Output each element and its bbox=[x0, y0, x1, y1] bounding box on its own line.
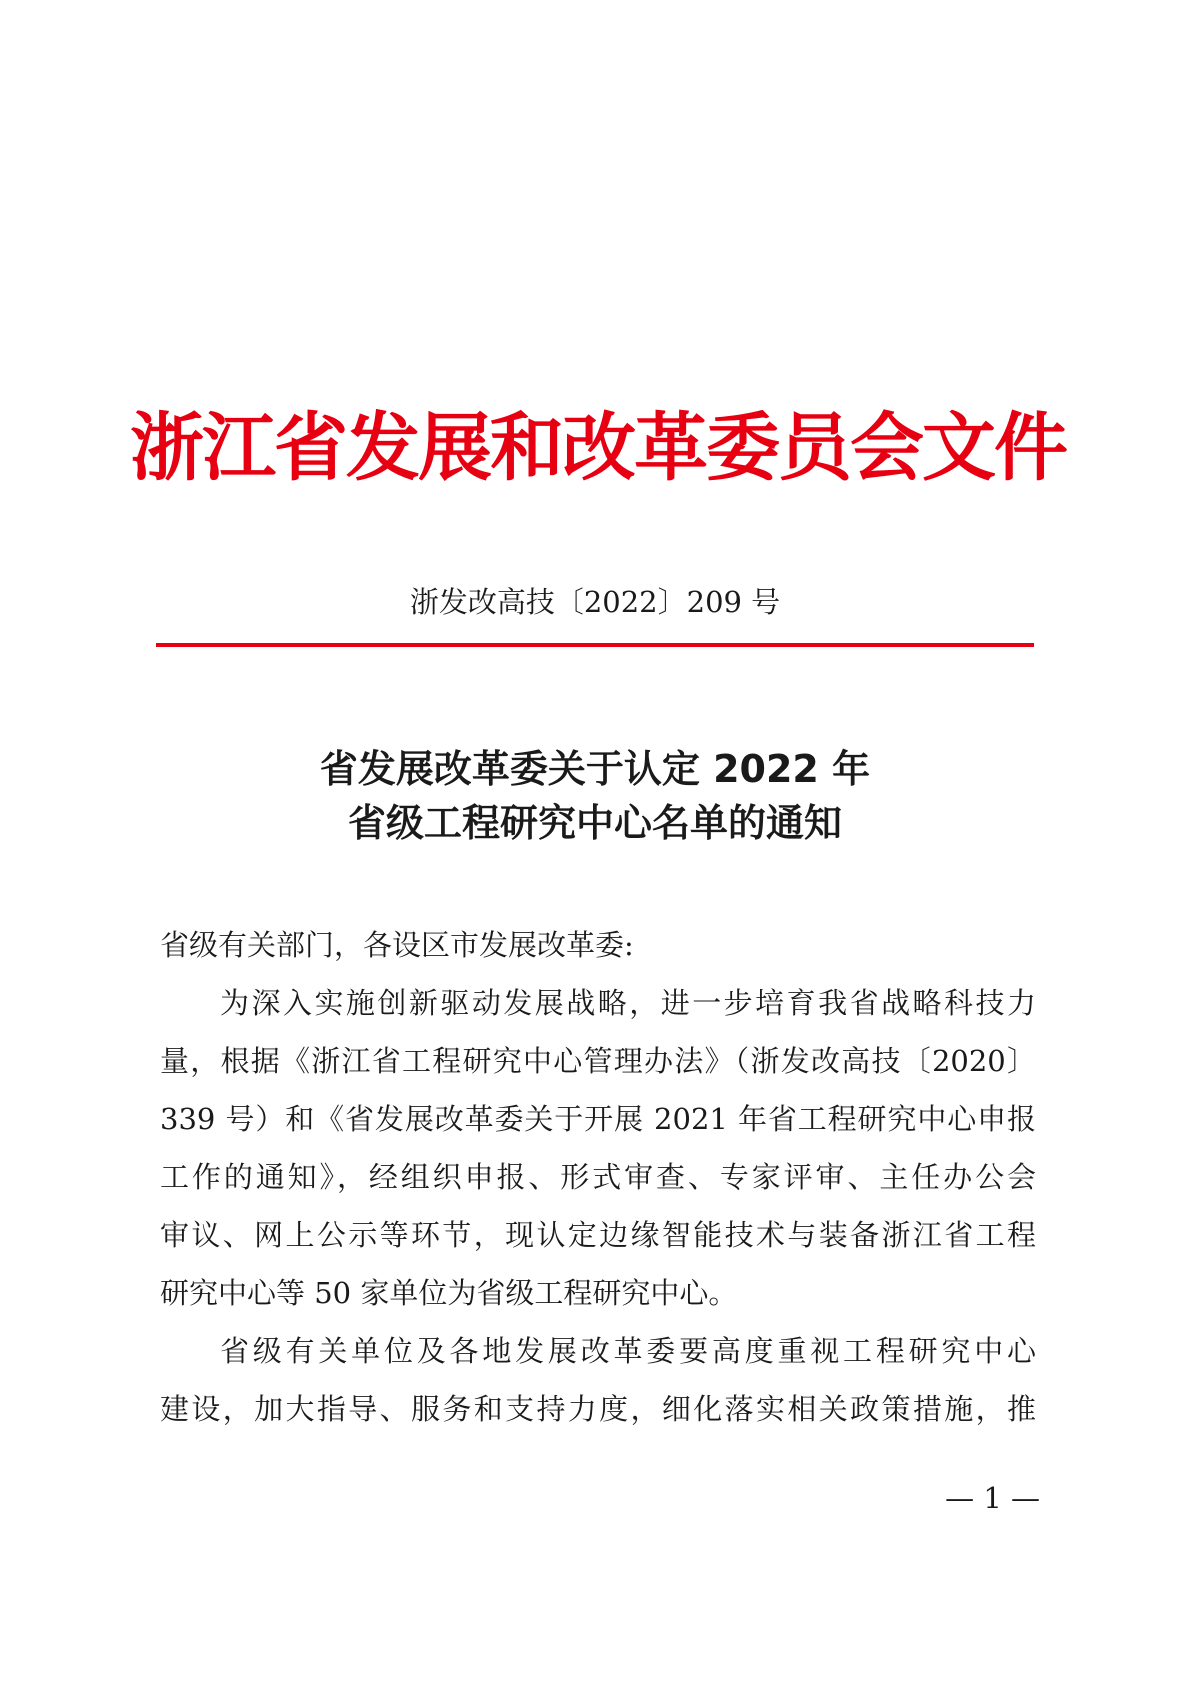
paragraph-1-line: 量，根据《浙江省工程研究中心管理办法》（浙发改高技〔2020〕 bbox=[160, 1044, 1036, 1078]
paragraph-1-line: 审议、网上公示等环节，现认定边缘智能技术与装备浙江省工程 bbox=[160, 1218, 1036, 1252]
document-number: 浙发改高技〔2022〕209 号 bbox=[409, 585, 781, 619]
document-masthead: 浙江省发展和改革委员会文件 bbox=[130, 405, 1066, 491]
red-separator-line bbox=[156, 643, 1034, 647]
paragraph-1-line: 为深入实施创新驱动发展战略，进一步培育我省战略科技力 bbox=[220, 986, 1036, 1020]
salutation: 省级有关部门，各设区市发展改革委: bbox=[160, 928, 634, 962]
paragraph-1-line: 工作的通知》，经组织申报、形式审查、专家评审、主任办公会 bbox=[160, 1160, 1036, 1194]
page-number: — 1 — bbox=[945, 1481, 1040, 1515]
paragraph-1-line: 研究中心等 50 家单位为省级工程研究中心。 bbox=[160, 1276, 738, 1310]
paragraph-1-line: 339 号）和《省发展改革委关于开展 2021 年省工程研究中心申报 bbox=[160, 1102, 1036, 1136]
paragraph-2-line: 省级有关单位及各地发展改革委要高度重视工程研究中心 bbox=[220, 1334, 1036, 1368]
document-title bbox=[160, 742, 1030, 850]
paragraph-2-line: 建设，加大指导、服务和支持力度，细化落实相关政策措施，推 bbox=[160, 1392, 1036, 1426]
title-line-1: 省发展改革委关于认定 2022 年 bbox=[319, 747, 871, 791]
title-line-2: 省级工程研究中心名单的通知 bbox=[347, 801, 842, 845]
document-body bbox=[160, 916, 1036, 1438]
